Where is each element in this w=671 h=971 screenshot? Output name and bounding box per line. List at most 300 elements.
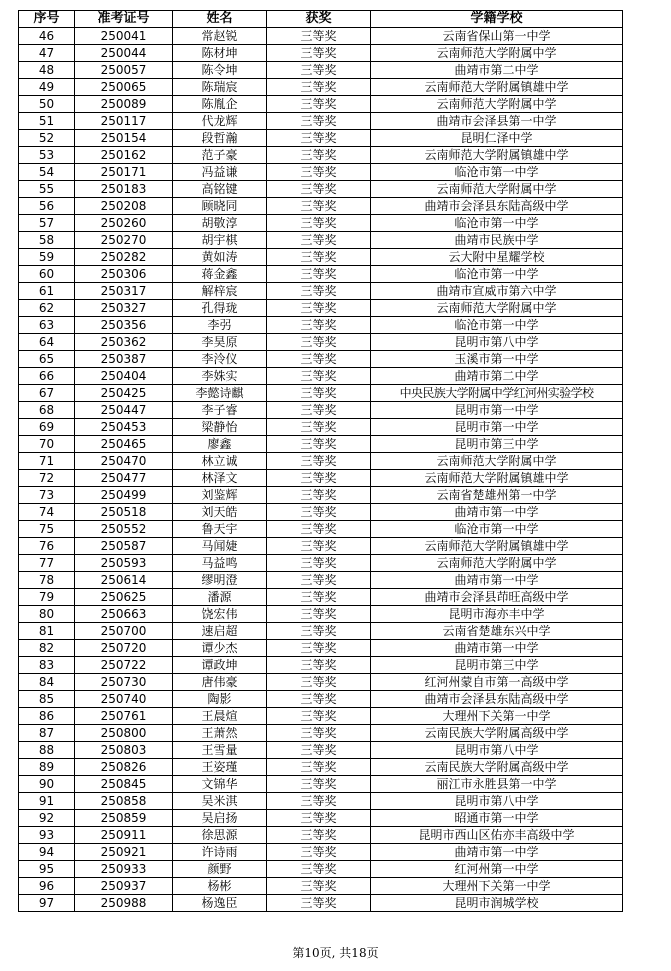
cell-seq: 64: [19, 334, 75, 351]
cell-name: 胡宇棋: [173, 232, 267, 249]
table-row: [19, 623, 623, 640]
cell-award: 三等奖: [267, 623, 371, 640]
table-row: [19, 28, 623, 45]
table-row: [19, 351, 623, 368]
cell-name: 冯益谦: [173, 164, 267, 181]
cell-exam-id: 250453: [75, 419, 173, 436]
cell-name: 陈瑞宸: [173, 79, 267, 96]
cell-award: 三等奖: [267, 249, 371, 266]
table-row: [19, 606, 623, 623]
cell-exam-id: 250933: [75, 861, 173, 878]
table-row: [19, 368, 623, 385]
cell-exam-id: 250720: [75, 640, 173, 657]
cell-name: 李姝实: [173, 368, 267, 385]
cell-exam-id: 250404: [75, 368, 173, 385]
cell-seq: 95: [19, 861, 75, 878]
cell-exam-id: 250921: [75, 844, 173, 861]
cell-name: 唐伟豪: [173, 674, 267, 691]
cell-seq: 88: [19, 742, 75, 759]
cell-award: 三等奖: [267, 725, 371, 742]
cell-seq: 48: [19, 62, 75, 79]
cell-school: 昆明市第八中学: [371, 334, 623, 351]
cell-award: 三等奖: [267, 555, 371, 572]
table-row: [19, 79, 623, 96]
page-number: 第10页, 共18页: [292, 946, 379, 960]
table-row: [19, 793, 623, 810]
cell-seq: 89: [19, 759, 75, 776]
cell-seq: 49: [19, 79, 75, 96]
table-row: [19, 708, 623, 725]
cell-name: 徐思源: [173, 827, 267, 844]
cell-exam-id: 250162: [75, 147, 173, 164]
cell-school: 红河州第一中学: [371, 861, 623, 878]
cell-seq: 66: [19, 368, 75, 385]
table-row: [19, 589, 623, 606]
cell-exam-id: 250208: [75, 198, 173, 215]
table-row: [19, 181, 623, 198]
table-row: [19, 725, 623, 742]
cell-exam-id: 250552: [75, 521, 173, 538]
cell-seq: 97: [19, 895, 75, 912]
cell-exam-id: 250154: [75, 130, 173, 147]
table-row: [19, 742, 623, 759]
cell-exam-id: 250988: [75, 895, 173, 912]
cell-seq: 51: [19, 113, 75, 130]
table-row: [19, 844, 623, 861]
cell-school: 昆明市第八中学: [371, 793, 623, 810]
cell-exam-id: 250041: [75, 28, 173, 45]
cell-award: 三等奖: [267, 691, 371, 708]
table-row: [19, 419, 623, 436]
table-row: [19, 300, 623, 317]
cell-seq: 74: [19, 504, 75, 521]
cell-exam-id: 250270: [75, 232, 173, 249]
cell-award: 三等奖: [267, 402, 371, 419]
cell-name: 陈材坤: [173, 45, 267, 62]
cell-exam-id: 250911: [75, 827, 173, 844]
cell-exam-id: 250499: [75, 487, 173, 504]
table-row: [19, 572, 623, 589]
table-row: [19, 266, 623, 283]
cell-school: 云南师范大学附属镇雄中学: [371, 79, 623, 96]
cell-award: 三等奖: [267, 317, 371, 334]
cell-name: 李弜: [173, 317, 267, 334]
cell-exam-id: 250722: [75, 657, 173, 674]
table-row: [19, 521, 623, 538]
cell-exam-id: 250614: [75, 572, 173, 589]
cell-school: 曲靖市宣威市第六中学: [371, 283, 623, 300]
cell-seq: 47: [19, 45, 75, 62]
cell-school: 昆明市西山区佑亦丰高级中学: [371, 827, 623, 844]
table-row: [19, 538, 623, 555]
cell-award: 三等奖: [267, 96, 371, 113]
cell-award: 三等奖: [267, 589, 371, 606]
cell-award: 三等奖: [267, 895, 371, 912]
cell-award: 三等奖: [267, 147, 371, 164]
cell-seq: 80: [19, 606, 75, 623]
cell-name: 刘鉴辉: [173, 487, 267, 504]
cell-name: 李懿诗麒: [173, 385, 267, 402]
cell-seq: 78: [19, 572, 75, 589]
cell-exam-id: 250740: [75, 691, 173, 708]
table-row: [19, 96, 623, 113]
cell-name: 解梓宸: [173, 283, 267, 300]
header-seq: 序号: [19, 11, 75, 28]
cell-exam-id: 250317: [75, 283, 173, 300]
cell-school: 昆明市润城学校: [371, 895, 623, 912]
cell-name: 廖鑫: [173, 436, 267, 453]
cell-school: 昆明市第八中学: [371, 742, 623, 759]
cell-seq: 94: [19, 844, 75, 861]
cell-school: 曲靖市民族中学: [371, 232, 623, 249]
cell-seq: 81: [19, 623, 75, 640]
cell-name: 李昊原: [173, 334, 267, 351]
cell-school: 曲靖市第一中学: [371, 504, 623, 521]
cell-award: 三等奖: [267, 62, 371, 79]
cell-school: 云南师范大学附属中学: [371, 555, 623, 572]
cell-exam-id: 250057: [75, 62, 173, 79]
cell-seq: 71: [19, 453, 75, 470]
cell-award: 三等奖: [267, 453, 371, 470]
table-row: [19, 334, 623, 351]
cell-award: 三等奖: [267, 181, 371, 198]
cell-seq: 73: [19, 487, 75, 504]
cell-exam-id: 250387: [75, 351, 173, 368]
cell-name: 常赵锐: [173, 28, 267, 45]
cell-seq: 52: [19, 130, 75, 147]
cell-seq: 58: [19, 232, 75, 249]
cell-name: 颜野: [173, 861, 267, 878]
cell-seq: 96: [19, 878, 75, 895]
cell-exam-id: 250937: [75, 878, 173, 895]
cell-exam-id: 250803: [75, 742, 173, 759]
table-row: [19, 487, 623, 504]
cell-name: 李子睿: [173, 402, 267, 419]
table-row: [19, 283, 623, 300]
cell-name: 鲁天宇: [173, 521, 267, 538]
cell-school: 云南省楚雄州第一中学: [371, 487, 623, 504]
table-row: [19, 759, 623, 776]
cell-school: 昆明市第三中学: [371, 436, 623, 453]
cell-seq: 53: [19, 147, 75, 164]
cell-exam-id: 250306: [75, 266, 173, 283]
cell-school: 云南省保山第一中学: [371, 28, 623, 45]
cell-seq: 56: [19, 198, 75, 215]
cell-school: 曲靖市会泽县东陆高级中学: [371, 198, 623, 215]
cell-award: 三等奖: [267, 164, 371, 181]
cell-award: 三等奖: [267, 657, 371, 674]
cell-award: 三等奖: [267, 844, 371, 861]
cell-name: 代龙辉: [173, 113, 267, 130]
cell-exam-id: 250447: [75, 402, 173, 419]
cell-award: 三等奖: [267, 130, 371, 147]
table-row: [19, 776, 623, 793]
cell-award: 三等奖: [267, 572, 371, 589]
cell-exam-id: 250593: [75, 555, 173, 572]
cell-exam-id: 250117: [75, 113, 173, 130]
cell-name: 胡敬淳: [173, 215, 267, 232]
cell-school: 曲靖市第一中学: [371, 844, 623, 861]
cell-exam-id: 250282: [75, 249, 173, 266]
cell-exam-id: 250730: [75, 674, 173, 691]
cell-name: 蒋金鑫: [173, 266, 267, 283]
cell-school: 云南民族大学附属高级中学: [371, 725, 623, 742]
cell-award: 三等奖: [267, 266, 371, 283]
cell-exam-id: 250858: [75, 793, 173, 810]
cell-exam-id: 250260: [75, 215, 173, 232]
cell-exam-id: 250089: [75, 96, 173, 113]
cell-name: 速启超: [173, 623, 267, 640]
cell-name: 马益鸣: [173, 555, 267, 572]
cell-award: 三等奖: [267, 300, 371, 317]
table-row: [19, 215, 623, 232]
cell-seq: 76: [19, 538, 75, 555]
cell-school: 丽江市永胜县第一中学: [371, 776, 623, 793]
cell-school: 曲靖市第二中学: [371, 62, 623, 79]
cell-award: 三等奖: [267, 470, 371, 487]
cell-seq: 60: [19, 266, 75, 283]
cell-award: 三等奖: [267, 198, 371, 215]
cell-seq: 87: [19, 725, 75, 742]
cell-seq: 77: [19, 555, 75, 572]
cell-exam-id: 250700: [75, 623, 173, 640]
cell-school: 昭通市第一中学: [371, 810, 623, 827]
cell-exam-id: 250183: [75, 181, 173, 198]
cell-name: 杨逸臣: [173, 895, 267, 912]
cell-award: 三等奖: [267, 759, 371, 776]
cell-school: 云南省楚雄东兴中学: [371, 623, 623, 640]
cell-name: 谭政坤: [173, 657, 267, 674]
cell-seq: 61: [19, 283, 75, 300]
cell-exam-id: 250518: [75, 504, 173, 521]
cell-award: 三等奖: [267, 861, 371, 878]
cell-seq: 55: [19, 181, 75, 198]
cell-school: 云南师范大学附属镇雄中学: [371, 470, 623, 487]
cell-exam-id: 250845: [75, 776, 173, 793]
table-row: [19, 45, 623, 62]
cell-school: 云南师范大学附属中学: [371, 181, 623, 198]
table-row: [19, 674, 623, 691]
table-body: [19, 28, 623, 912]
cell-exam-id: 250625: [75, 589, 173, 606]
cell-school: 云南师范大学附属中学: [371, 300, 623, 317]
cell-school: 昆明仁泽中学: [371, 130, 623, 147]
cell-award: 三等奖: [267, 674, 371, 691]
cell-seq: 79: [19, 589, 75, 606]
cell-school: 中央民族大学附属中学红河州实验学校: [371, 385, 623, 402]
cell-award: 三等奖: [267, 606, 371, 623]
cell-exam-id: 250465: [75, 436, 173, 453]
table-row: [19, 436, 623, 453]
cell-award: 三等奖: [267, 79, 371, 96]
cell-school: 昆明市第一中学: [371, 402, 623, 419]
cell-school: 临沧市第一中学: [371, 317, 623, 334]
cell-name: 谭少杰: [173, 640, 267, 657]
table-row: [19, 895, 623, 912]
cell-award: 三等奖: [267, 436, 371, 453]
cell-school: 红河州蒙自市第一高级中学: [371, 674, 623, 691]
cell-name: 刘天皓: [173, 504, 267, 521]
cell-school: 昆明市第一中学: [371, 419, 623, 436]
table-row: [19, 147, 623, 164]
cell-award: 三等奖: [267, 521, 371, 538]
header-school: 学籍学校: [371, 11, 623, 28]
cell-award: 三等奖: [267, 351, 371, 368]
cell-seq: 50: [19, 96, 75, 113]
cell-school: 曲靖市第一中学: [371, 640, 623, 657]
cell-award: 三等奖: [267, 487, 371, 504]
cell-school: 云南师范大学附属中学: [371, 96, 623, 113]
table-row: [19, 62, 623, 79]
cell-name: 王雪量: [173, 742, 267, 759]
cell-exam-id: 250327: [75, 300, 173, 317]
cell-school: 临沧市第一中学: [371, 521, 623, 538]
cell-school: 昆明市海亦丰中学: [371, 606, 623, 623]
cell-name: 黄如涛: [173, 249, 267, 266]
cell-name: 杨彬: [173, 878, 267, 895]
cell-school: 临沧市第一中学: [371, 266, 623, 283]
cell-award: 三等奖: [267, 776, 371, 793]
cell-name: 陶影: [173, 691, 267, 708]
cell-exam-id: 250761: [75, 708, 173, 725]
cell-school: 昆明市第三中学: [371, 657, 623, 674]
cell-school: 云大附中星耀学校: [371, 249, 623, 266]
cell-exam-id: 250470: [75, 453, 173, 470]
cell-seq: 91: [19, 793, 75, 810]
cell-seq: 92: [19, 810, 75, 827]
cell-school: 临沧市第一中学: [371, 164, 623, 181]
cell-name: 陈令坤: [173, 62, 267, 79]
cell-seq: 82: [19, 640, 75, 657]
cell-name: 梁静怡: [173, 419, 267, 436]
cell-exam-id: 250587: [75, 538, 173, 555]
cell-seq: 68: [19, 402, 75, 419]
cell-exam-id: 250826: [75, 759, 173, 776]
table-row: [19, 385, 623, 402]
cell-seq: 62: [19, 300, 75, 317]
table-row: [19, 878, 623, 895]
cell-exam-id: 250663: [75, 606, 173, 623]
cell-name: 缪明澄: [173, 572, 267, 589]
cell-name: 潘源: [173, 589, 267, 606]
cell-exam-id: 250065: [75, 79, 173, 96]
cell-award: 三等奖: [267, 45, 371, 62]
cell-school: 云南师范大学附属中学: [371, 453, 623, 470]
cell-name: 王晨煊: [173, 708, 267, 725]
cell-award: 三等奖: [267, 283, 371, 300]
cell-award: 三等奖: [267, 793, 371, 810]
table-row: [19, 657, 623, 674]
cell-name: 马闻婕: [173, 538, 267, 555]
cell-name: 顾晓同: [173, 198, 267, 215]
cell-name: 段哲瀚: [173, 130, 267, 147]
cell-name: 吴米淇: [173, 793, 267, 810]
cell-award: 三等奖: [267, 538, 371, 555]
table-row: [19, 402, 623, 419]
cell-exam-id: 250044: [75, 45, 173, 62]
cell-award: 三等奖: [267, 827, 371, 844]
table-row: [19, 130, 623, 147]
cell-school: 曲靖市会泽县第一中学: [371, 113, 623, 130]
cell-name: 吴启扬: [173, 810, 267, 827]
cell-school: 大理州下关第一中学: [371, 878, 623, 895]
cell-exam-id: 250356: [75, 317, 173, 334]
table-row: [19, 453, 623, 470]
cell-seq: 67: [19, 385, 75, 402]
cell-name: 王姿瑾: [173, 759, 267, 776]
cell-name: 孔得珑: [173, 300, 267, 317]
cell-name: 林立诚: [173, 453, 267, 470]
table-row: [19, 232, 623, 249]
cell-exam-id: 250477: [75, 470, 173, 487]
cell-school: 云南师范大学附属中学: [371, 45, 623, 62]
cell-school: 云南民族大学附属高级中学: [371, 759, 623, 776]
cell-school: 云南师范大学附属镇雄中学: [371, 147, 623, 164]
cell-name: 陈胤企: [173, 96, 267, 113]
cell-name: 饶宏伟: [173, 606, 267, 623]
cell-award: 三等奖: [267, 215, 371, 232]
table-row: [19, 470, 623, 487]
cell-school: 玉溪市第一中学: [371, 351, 623, 368]
cell-award: 三等奖: [267, 504, 371, 521]
cell-seq: 72: [19, 470, 75, 487]
table-row: [19, 691, 623, 708]
cell-seq: 65: [19, 351, 75, 368]
cell-name: 文锦华: [173, 776, 267, 793]
table-row: [19, 861, 623, 878]
table-row: [19, 317, 623, 334]
cell-seq: 90: [19, 776, 75, 793]
header-name: 姓名: [173, 11, 267, 28]
table-row: [19, 810, 623, 827]
table-row: [19, 827, 623, 844]
cell-seq: 75: [19, 521, 75, 538]
table-row: [19, 198, 623, 215]
cell-award: 三等奖: [267, 742, 371, 759]
cell-school: 曲靖市会泽县茚旺高级中学: [371, 589, 623, 606]
cell-award: 三等奖: [267, 708, 371, 725]
table-row: [19, 555, 623, 572]
cell-name: 范子豪: [173, 147, 267, 164]
table-row: [19, 164, 623, 181]
cell-exam-id: 250362: [75, 334, 173, 351]
cell-seq: 84: [19, 674, 75, 691]
cell-award: 三等奖: [267, 368, 371, 385]
header-exam-id: 准考证号: [75, 11, 173, 28]
cell-seq: 54: [19, 164, 75, 181]
cell-award: 三等奖: [267, 113, 371, 130]
table-row: [19, 249, 623, 266]
table-header-row: [19, 11, 623, 28]
cell-name: 李泠仪: [173, 351, 267, 368]
cell-seq: 86: [19, 708, 75, 725]
cell-seq: 59: [19, 249, 75, 266]
cell-school: 大理州下关第一中学: [371, 708, 623, 725]
cell-exam-id: 250859: [75, 810, 173, 827]
cell-award: 三等奖: [267, 28, 371, 45]
cell-school: 云南师范大学附属镇雄中学: [371, 538, 623, 555]
cell-school: 临沧市第一中学: [371, 215, 623, 232]
award-roster-table: [18, 10, 623, 912]
cell-name: 高铭键: [173, 181, 267, 198]
cell-award: 三等奖: [267, 334, 371, 351]
cell-name: 许诗雨: [173, 844, 267, 861]
cell-seq: 46: [19, 28, 75, 45]
cell-exam-id: 250425: [75, 385, 173, 402]
cell-seq: 70: [19, 436, 75, 453]
cell-exam-id: 250800: [75, 725, 173, 742]
cell-seq: 85: [19, 691, 75, 708]
